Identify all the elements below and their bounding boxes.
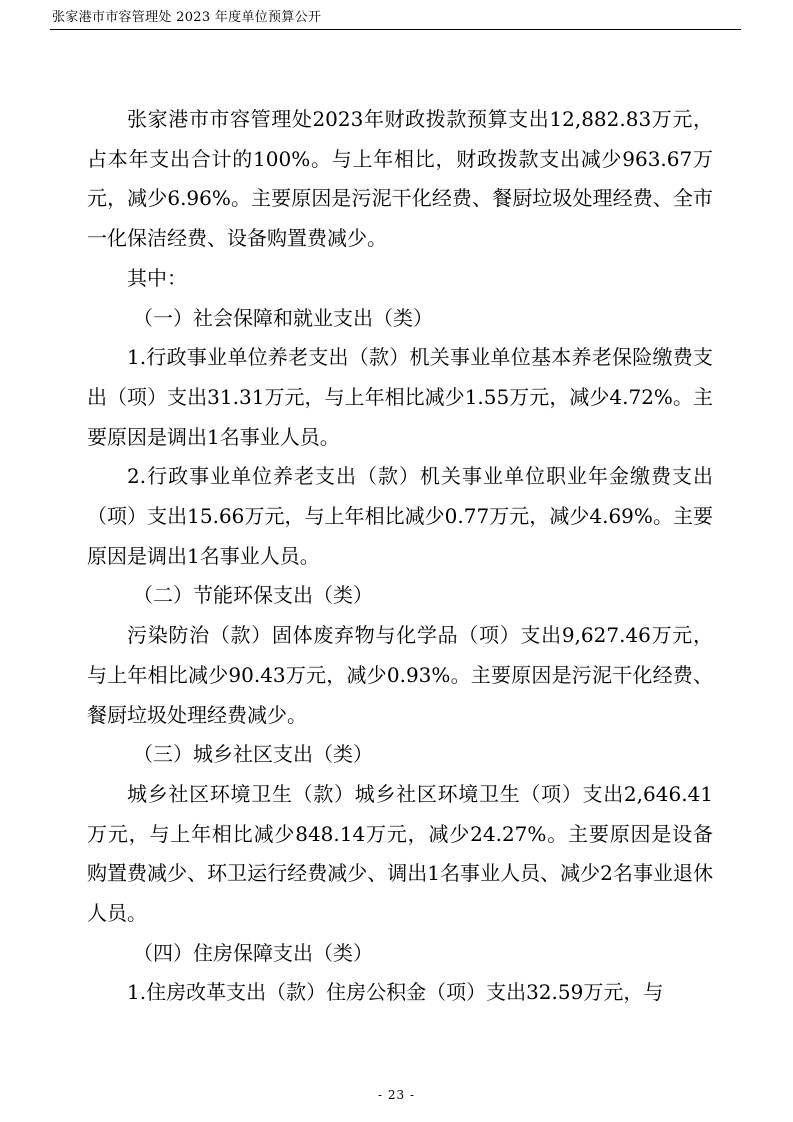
budget-summary-paragraph: 张家港市市容管理处2023年财政拨款预算支出12,882.83万元，占本年支出合计的100%。与上年相比，财政拨款支出减少963.67万元，减少6.96%。主要原因是污泥干化经费、餐厨垃圾处理经费、全市一化保洁经费、设备购置费减少。 xyxy=(87,107,713,251)
item-environmental-sanitation-paragraph: 城乡社区环境卫生（款）城乡社区环境卫生（项）支出2,646.41万元，与上年相比减少848.14万元，减少24.27%。主要原因是设备购置费减少、环卫运行经费减少、调出1名事业人员、减少2名事业退休人员。 xyxy=(87,781,713,926)
item-basic-pension-paragraph: 1.行政事业单位养老支出（款）机关事业单位基本养老保险缴费支出（项）支出31.31万元，与上年相比减少1.55万元，减少4.72%。主要原因是调出1名事业人员。 xyxy=(87,345,713,449)
page-number: - 23 - xyxy=(377,1088,415,1102)
running-header: 张家港市市容管理处 2023 年度单位预算公开 xyxy=(52,10,322,25)
section-heading-urban-rural: （三）城乡社区支出（类） xyxy=(133,742,373,767)
header-divider xyxy=(50,29,741,30)
item-pollution-control-paragraph: 污染防治（款）固体废弃物与化学品（项）支出9,627.46万元，与上年相比减少90.43万元，减少0.93%。主要原因是污泥干化经费、餐厨垃圾处理经费减少。 xyxy=(87,623,713,727)
item-occupational-annuity-paragraph: 2.行政事业单位养老支出（款）机关事业单位职业年金缴费支出（项）支出15.66万元，与上年相比减少0.77万元，减少4.69%。主要原因是调出1名事业人员。 xyxy=(87,464,713,568)
section-heading-environmental: （二）节能环保支出（类） xyxy=(133,583,373,608)
document-body xyxy=(87,100,713,1013)
breakdown-intro: 其中： xyxy=(127,265,187,290)
item-housing-fund-paragraph: 1.住房改革支出（款）住房公积金（项）支出32.59万元，与 xyxy=(127,980,664,1005)
section-heading-social-security: （一）社会保障和就业支出（类） xyxy=(133,305,433,330)
section-heading-housing: （四）住房保障支出（类） xyxy=(133,940,373,965)
